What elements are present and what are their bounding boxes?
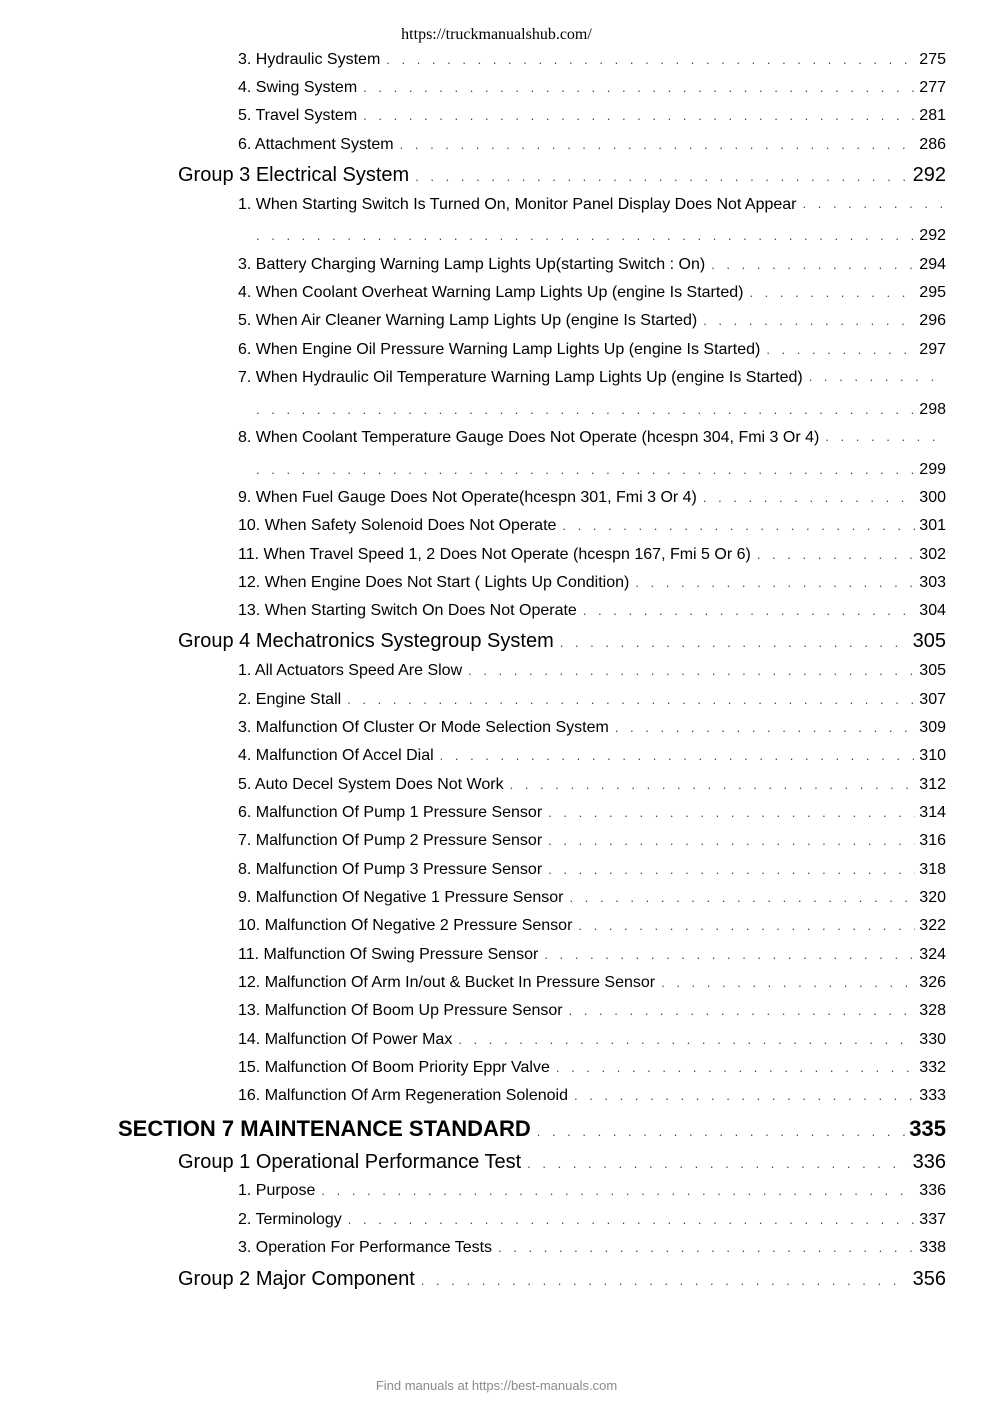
toc-page: 303 — [919, 574, 946, 591]
toc-page: 275 — [919, 51, 946, 68]
toc-title: Group 1 Operational Performance Test — [178, 1151, 522, 1173]
toc-title: 16. Malfunction Of Arm Regeneration Solenoid — [238, 1087, 568, 1104]
toc-title: 7. When Hydraulic Oil Temperature Warning Lamp Lights Up (engine Is Started) — [238, 369, 803, 386]
toc-title: 11. Malfunction Of Swing Pressure Sensor — [238, 946, 539, 963]
toc-page: 336 — [919, 1182, 946, 1199]
toc-title: 2. Engine Stall — [238, 691, 342, 708]
toc-page: 300 — [919, 489, 946, 506]
dot-leader — [572, 918, 915, 933]
toc-title: 5. When Air Cleaner Warning Lamp Lights Up (engine Is Started) — [238, 312, 698, 329]
dot-leader — [542, 862, 915, 877]
dot-leader — [492, 1240, 915, 1255]
toc-page: 277 — [919, 79, 946, 96]
toc-page: 322 — [919, 917, 946, 934]
dot-leader — [697, 490, 915, 505]
toc-page: 294 — [919, 256, 946, 273]
toc-title: 8. When Coolant Temperature Gauge Does Not Operate (hcespn 304, Fmi 3 Or 4) — [238, 429, 820, 446]
dot-leader — [577, 603, 915, 618]
toc-title: 4. When Coolant Overheat Warning Lamp Lights Up (engine Is Started) — [238, 284, 744, 301]
toc-page: 336 — [912, 1151, 946, 1173]
dot-leader — [315, 1183, 915, 1198]
dot-leader — [556, 518, 915, 533]
header-url[interactable]: https://truckmanualshub.com/ — [401, 26, 592, 43]
toc-title: 4. Malfunction Of Accel Dial — [238, 747, 434, 764]
toc-page: 292 — [919, 227, 946, 244]
dot-leader — [568, 1088, 915, 1103]
dot-leader — [434, 748, 916, 763]
dot-leader — [705, 257, 915, 272]
toc-title: 6. Attachment System — [238, 136, 394, 153]
dot-leader — [250, 228, 915, 243]
toc-title: 5. Auto Decel System Does Not Work — [238, 776, 504, 793]
dot-leader — [542, 833, 915, 848]
dot-leader — [751, 547, 915, 562]
dot-leader — [550, 1060, 915, 1075]
toc-title: 6. Malfunction Of Pump 1 Pressure Sensor — [238, 804, 543, 821]
toc-title: 8. Malfunction Of Pump 3 Pressure Sensor — [238, 861, 543, 878]
dot-leader — [542, 805, 915, 820]
toc-page: 328 — [919, 1002, 946, 1019]
toc-title: 3. Malfunction Of Cluster Or Mode Selection System — [238, 719, 609, 736]
dot-leader — [380, 52, 915, 67]
toc-page: 297 — [919, 341, 946, 358]
dot-leader — [250, 462, 915, 477]
toc-page: 337 — [919, 1211, 946, 1228]
dot-leader — [504, 777, 916, 792]
dot-leader — [357, 80, 915, 95]
toc-title: Group 4 Mechatronics Systegroup System — [178, 630, 554, 652]
toc-page: 312 — [919, 776, 946, 793]
toc-title: 6. When Engine Oil Pressure Warning Lamp Lights Up (engine Is Started) — [238, 341, 761, 358]
toc-page: 309 — [919, 719, 946, 736]
toc-title: 15. Malfunction Of Boom Priority Eppr Valve — [238, 1059, 550, 1076]
dot-leader — [538, 947, 915, 962]
dot-leader — [462, 663, 915, 678]
toc-page: 335 — [909, 1116, 946, 1141]
dot-leader — [452, 1032, 915, 1047]
dot-leader — [521, 1156, 908, 1171]
toc-page: 310 — [919, 747, 946, 764]
toc-title: 9. Malfunction Of Negative 1 Pressure Sensor — [238, 889, 564, 906]
toc-title: SECTION 7 MAINTENANCE STANDARD — [118, 1116, 531, 1141]
toc-title: 2. Terminology — [238, 1211, 342, 1228]
dot-leader — [554, 635, 909, 650]
toc-title: 10. Malfunction Of Negative 2 Pressure Sensor — [238, 917, 573, 934]
toc-page: 338 — [919, 1239, 946, 1256]
dot-leader — [760, 342, 915, 357]
dot-leader — [563, 1003, 916, 1018]
toc-title: 7. Malfunction Of Pump 2 Pressure Sensor — [238, 832, 543, 849]
toc-title: 12. When Engine Does Not Start ( Lights Up Condition) — [238, 574, 630, 591]
toc-page: 305 — [912, 630, 946, 652]
dot-leader — [531, 1124, 906, 1139]
toc-title: 13. When Starting Switch On Does Not Operate — [238, 602, 577, 619]
toc-title: 3. Hydraulic System — [238, 51, 381, 68]
dot-leader — [629, 575, 915, 590]
toc-page: 332 — [919, 1059, 946, 1076]
dot-leader — [357, 108, 915, 123]
dot-leader — [341, 692, 915, 707]
toc-page: 324 — [919, 946, 946, 963]
toc-title: 3. Battery Charging Warning Lamp Lights Up(starting Switch : On) — [238, 256, 706, 273]
toc-title: 12. Malfunction Of Arm In/out & Bucket In Pressure Sensor — [238, 974, 656, 991]
dot-leader — [394, 137, 916, 152]
toc-page: 298 — [919, 401, 946, 418]
toc-page: 316 — [919, 832, 946, 849]
toc-page: 318 — [919, 861, 946, 878]
toc-page: 301 — [919, 517, 946, 534]
dot-leader — [250, 402, 915, 417]
toc-page: 292 — [912, 164, 946, 186]
toc-title: Group 3 Electrical System — [178, 164, 410, 186]
toc-page: 299 — [919, 461, 946, 478]
toc-page: 296 — [919, 312, 946, 329]
toc-title: 3. Operation For Performance Tests — [238, 1239, 493, 1256]
toc-page: 307 — [919, 691, 946, 708]
toc-title: 1. All Actuators Speed Are Slow — [238, 662, 463, 679]
toc-page: 314 — [919, 804, 946, 821]
dot-leader — [342, 1212, 916, 1227]
toc-title: 5. Travel System — [238, 107, 358, 124]
dot-leader — [609, 720, 915, 735]
toc-title: 10. When Safety Solenoid Does Not Operate — [238, 517, 557, 534]
dot-leader — [797, 196, 947, 214]
toc-page: 320 — [919, 889, 946, 906]
toc-page: 330 — [919, 1031, 946, 1048]
toc-page: 305 — [919, 662, 946, 679]
toc-title: 11. When Travel Speed 1, 2 Does Not Operate (hcespn 167, Fmi 5 Or 6) — [238, 546, 751, 563]
dot-leader — [819, 429, 946, 447]
dot-leader — [655, 975, 915, 990]
toc-title: 13. Malfunction Of Boom Up Pressure Sensor — [238, 1002, 563, 1019]
toc-page: 286 — [919, 136, 946, 153]
dot-leader — [803, 369, 946, 387]
toc-page: 326 — [919, 974, 946, 991]
toc-title: 14. Malfunction Of Power Max — [238, 1031, 453, 1048]
dot-leader — [415, 1273, 909, 1288]
toc-page: 333 — [919, 1087, 946, 1104]
toc-title: 1. When Starting Switch Is Turned On, Monitor Panel Display Does Not Appear — [238, 196, 797, 213]
dot-leader — [564, 890, 916, 905]
footer-link[interactable]: Find manuals at https://best-manuals.com — [375, 1378, 618, 1393]
toc-page: 356 — [912, 1268, 946, 1290]
toc-page: 302 — [919, 546, 946, 563]
toc-page: 281 — [919, 107, 946, 124]
toc-page: 295 — [919, 284, 946, 301]
dot-leader — [409, 169, 908, 184]
toc-page: 304 — [919, 602, 946, 619]
toc-title: 4. Swing System — [238, 79, 358, 96]
toc-title: 9. When Fuel Gauge Does Not Operate(hcespn 301, Fmi 3 Or 4) — [238, 489, 697, 506]
dot-leader — [697, 313, 915, 328]
toc-title: Group 2 Major Component — [178, 1268, 415, 1290]
toc-title: 1. Purpose — [238, 1182, 316, 1199]
dot-leader — [743, 285, 915, 300]
